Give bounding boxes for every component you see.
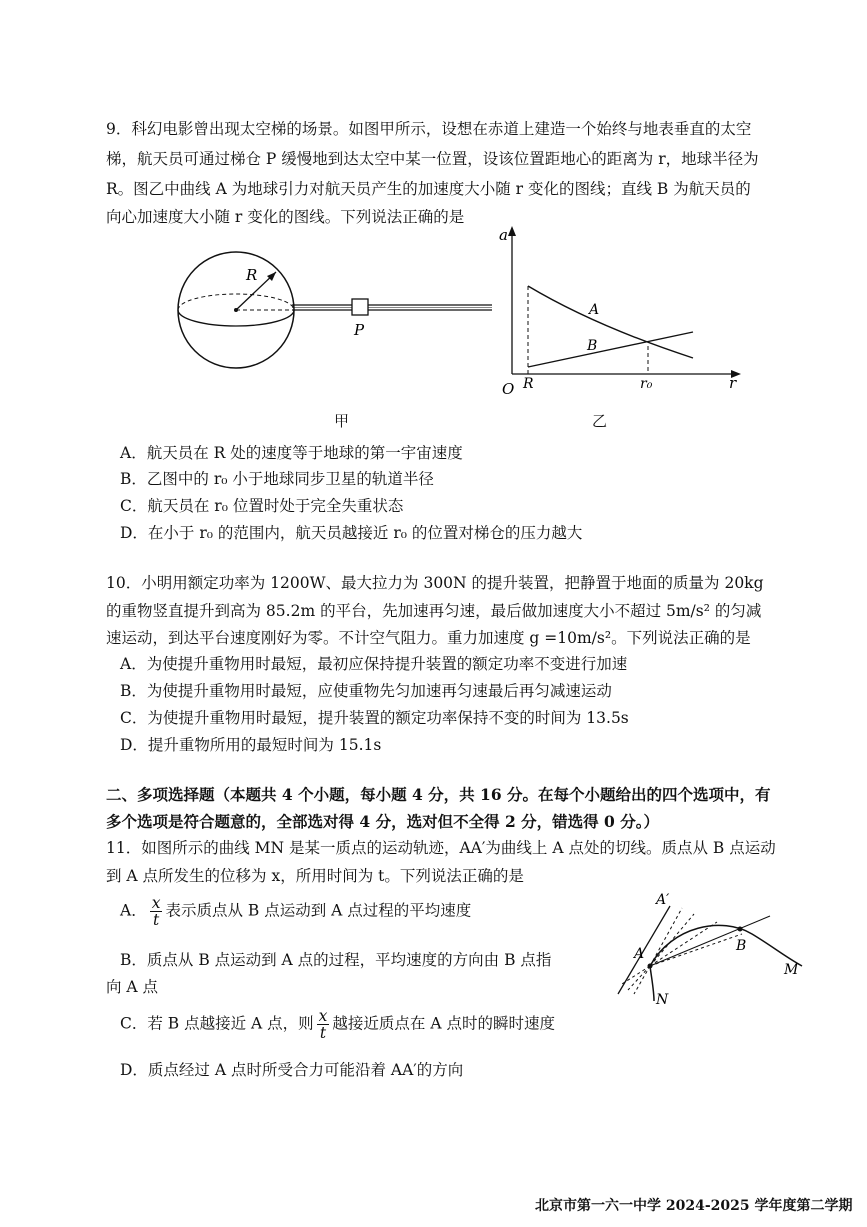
q11-a-fraction: [150, 895, 163, 928]
yi-label-r: r: [729, 374, 737, 392]
q11-option-d: D．质点经过 A 点时所受合力可能沿着 AA′的方向: [120, 1061, 464, 1079]
q9-option-a: A．航天员在 R 处的速度等于地球的第一宇宙速度: [120, 444, 463, 462]
yi-label-O: O: [502, 380, 515, 398]
q11-c-frac-num: x: [318, 1007, 328, 1025]
q11-c-prefix: C．若 B 点越接近 A 点，则: [120, 1014, 314, 1033]
q11-label-A: A: [634, 946, 645, 962]
q9-option-b: B．乙图中的 r₀ 小于地球同步卫星的轨道半径: [120, 470, 434, 488]
page-footer: 北京市第一六一中学 2024-2025 学年度第二学期: [535, 1198, 853, 1214]
jia-label-R: R: [246, 266, 258, 284]
q11-c-fraction: [317, 1008, 330, 1041]
q11-trajectory-figure: [612, 886, 812, 1016]
q11-label-N: N: [656, 992, 669, 1008]
q10-option-c: C．为使提升重物用时最短，提升装置的额定功率保持不变的时间为 13.5s: [120, 709, 629, 727]
q11-option-c: [120, 1008, 555, 1041]
q11-a-prefix: A．: [120, 901, 147, 920]
yi-label-R: R: [523, 376, 534, 392]
fig-yi-caption: 乙: [592, 412, 608, 430]
q9-line-4: 向心加速度大小随 r 变化的图线。下列说法正确的是: [106, 208, 465, 226]
fig-jia-caption: 甲: [334, 412, 350, 430]
jia-label-P: P: [354, 321, 365, 339]
q11-option-a: [120, 895, 471, 928]
yi-label-r0: r₀: [640, 376, 653, 392]
q11-label-A-prime: A′: [656, 892, 670, 908]
figure-yi: [495, 222, 755, 402]
yi-label-a: a: [499, 226, 508, 244]
q9-line-2: 梯，航天员可通过梯仓 P 缓慢地到达太空中某一位置，设该位置距地心的距离为 r，地球半径为: [106, 150, 759, 168]
section2-line-1: 二、多项选择题（本题共 4 个小题，每小题 4 分，共 16 分。在每个小题给出的四个选项中，有: [106, 785, 771, 804]
q9-option-c: C．航天员在 r₀ 位置时处于完全失重状态: [120, 497, 404, 515]
q11-c-text: 越接近质点在 A 点时的瞬时速度: [332, 1014, 555, 1033]
q11-label-M: M: [784, 962, 799, 978]
q10-option-d: D．提升重物所用的最短时间为 15.1s: [120, 736, 382, 754]
q9-line-3: R。图乙中曲线 A 为地球引力对航天员产生的加速度大小随 r 变化的图线；直线 B 为航天员的: [106, 180, 751, 198]
q10-option-a: A．为使提升重物用时最短，最初应保持提升装置的额定功率不变进行加速: [120, 655, 628, 673]
q9-option-d: D．在小于 r₀ 的范围内，航天员越接近 r₀ 的位置对梯仓的压力越大: [120, 524, 583, 542]
q9-line-1: 9．科幻电影曾出现太空梯的场景。如图甲所示，设想在赤道上建造一个始终与地表垂直的太空: [106, 120, 752, 138]
q10-option-b: B．为使提升重物用时最短，应使重物先匀加速再匀速最后再匀减速运动: [120, 682, 612, 700]
section2-line-2: 多个选项是符合题意的，全部选对得 4 分，选对但不全得 2 分，错选得 0 分。）: [106, 812, 659, 831]
q11-line-2: 到 A 点所发生的位移为 x，所用时间为 t。下列说法正确的是: [106, 867, 524, 885]
yi-label-A: A: [589, 302, 600, 318]
yi-label-B: B: [587, 338, 598, 354]
trajectory-MN: [650, 925, 802, 966]
q11-a-frac-den: t: [152, 911, 160, 929]
q10-line-2: 的重物竖直提升到高为 85.2m 的平台，先加速再匀速，最后做加速度大小不超过 5m/s² 的匀减: [106, 602, 762, 620]
q11-line-1: 11．如图所示的曲线 MN 是某一质点的运动轨迹，AA′为曲线上 A 点处的切线。质点从 B 点运动: [106, 839, 776, 857]
q10-line-3: 速运动，到达平台速度刚好为零。不计空气阻力。重力加速度 g =10m/s²。下列说法正确的是: [106, 629, 751, 647]
q11-a-text: 表示质点从 B 点运动到 A 点过程的平均速度: [165, 901, 472, 920]
q11-option-b-line-1: B．质点从 B 点运动到 A 点的过程，平均速度的方向由 B 点指: [120, 951, 552, 969]
q11-option-b-line-2: 向 A 点: [106, 978, 159, 996]
q11-label-B: B: [736, 938, 747, 954]
q10-line-1: 10．小明用额定功率为 1200W、最大拉力为 300N 的提升装置，把静置于地面的质量为 20kg: [106, 574, 764, 592]
figure-jia: [170, 250, 500, 380]
q11-a-frac-num: x: [151, 894, 161, 912]
curve-A: [528, 286, 693, 358]
q11-c-frac-den: t: [319, 1024, 327, 1042]
